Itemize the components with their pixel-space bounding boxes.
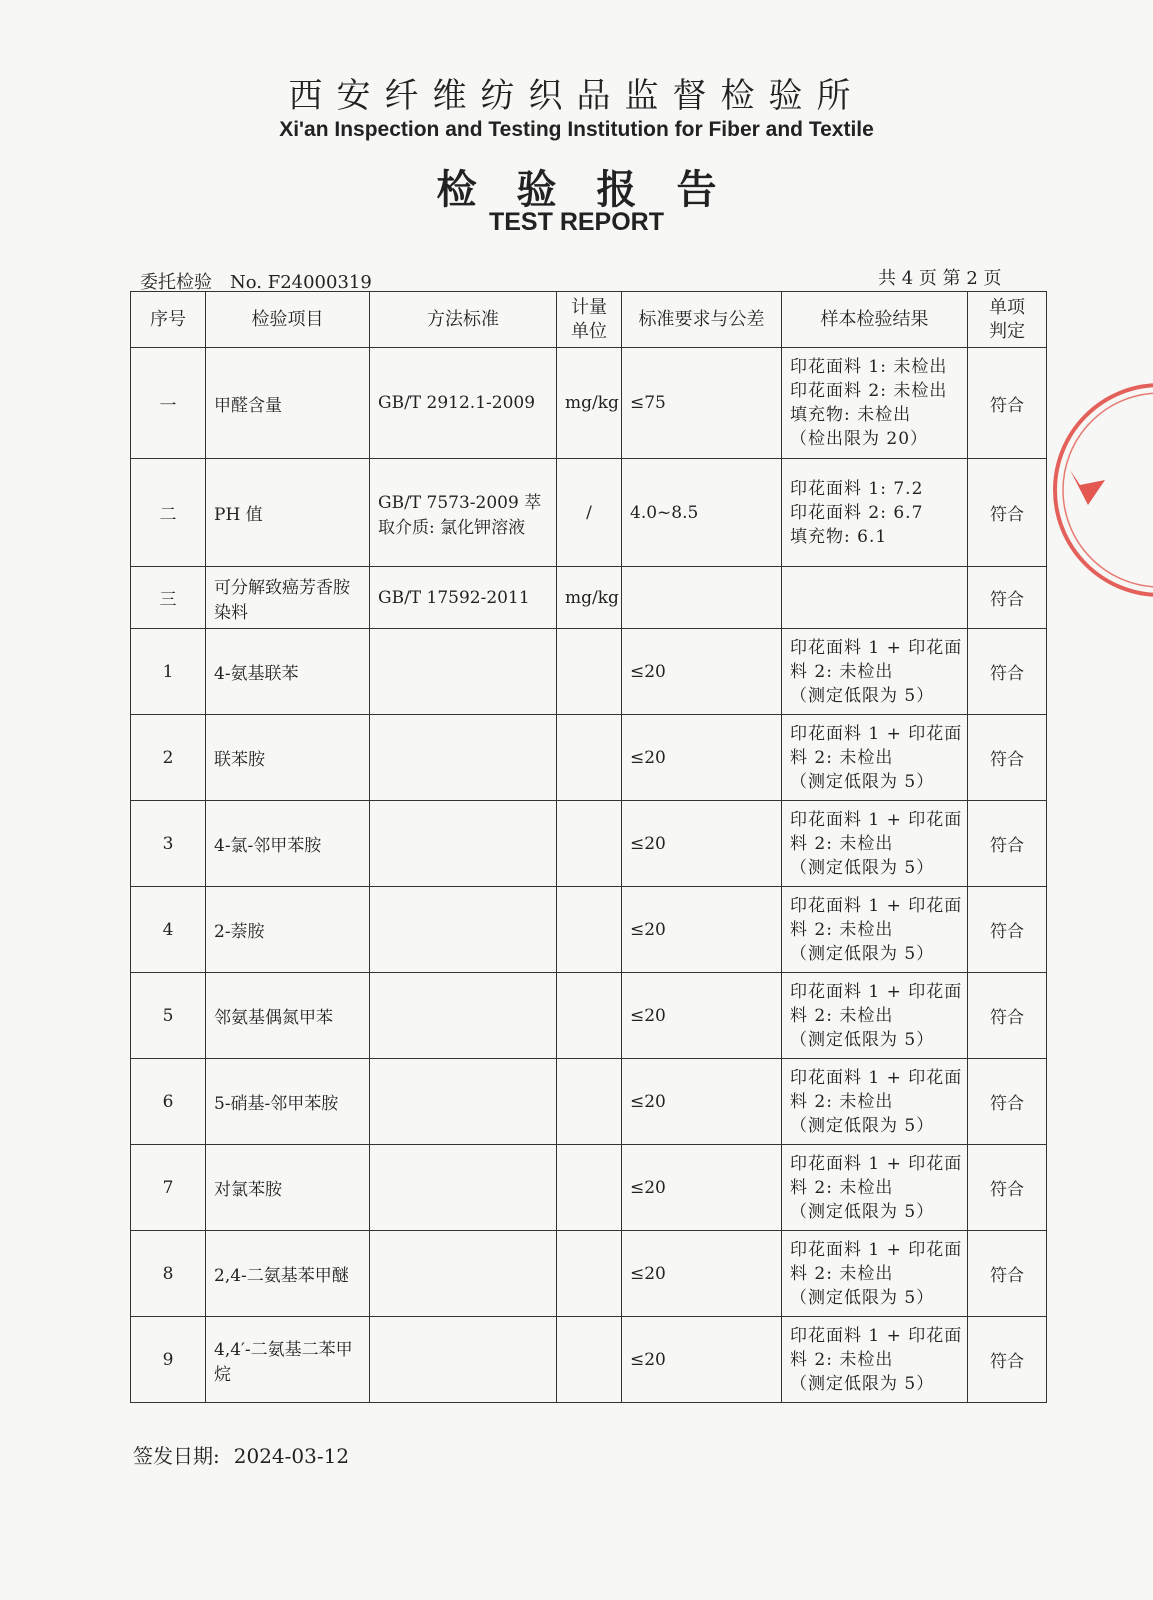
col-header-item: 检验项目 <box>206 292 370 348</box>
row-method <box>370 629 557 715</box>
row-method <box>370 1231 557 1317</box>
issue-date-line <box>133 1440 349 1469</box>
result-line: （测定低限为 5） <box>790 685 935 706</box>
row-item: 联苯胺 <box>206 715 370 801</box>
table-row <box>131 1317 1047 1403</box>
row-result <box>782 567 968 629</box>
table-row <box>131 629 1047 715</box>
row-unit <box>557 1317 622 1403</box>
row-item: 甲醛含量 <box>206 348 370 459</box>
result-line: （测定低限为 5） <box>790 1115 935 1136</box>
row-unit <box>557 887 622 973</box>
table-row <box>131 887 1047 973</box>
row-no: 三 <box>131 567 206 629</box>
institution-name-en: Xi'an Inspection and Testing Institution for Fiber and Textile <box>279 118 874 141</box>
result-line: 料 2: 未检出 <box>790 833 894 854</box>
result-line: 料 2: 未检出 <box>790 661 894 682</box>
row-requirement <box>622 567 782 629</box>
row-verdict: 符合 <box>968 1145 1047 1231</box>
row-requirement: ≤20 <box>622 801 782 887</box>
table-header-row <box>131 292 1047 348</box>
issue-date: 2024-03-12 <box>233 1444 350 1468</box>
row-no: 3 <box>131 801 206 887</box>
row-verdict: 符合 <box>968 567 1047 629</box>
table-row <box>131 801 1047 887</box>
row-item: 对氯苯胺 <box>206 1145 370 1231</box>
col-header-verdict: 单项 判定 <box>968 292 1047 348</box>
result-line: （检出限为 20） <box>790 429 929 449</box>
row-requirement: ≤20 <box>622 1059 782 1145</box>
table-row <box>131 1145 1047 1231</box>
result-line: 填充物: 6.1 <box>790 526 888 547</box>
row-method <box>370 1317 557 1403</box>
row-no: 7 <box>131 1145 206 1231</box>
result-line: 印花面料 2: 未检出 <box>790 381 948 401</box>
row-item: 邻氨基偶氮甲苯 <box>206 973 370 1059</box>
table-row <box>131 1059 1047 1145</box>
page-indicator: 共 4 页 第 2 页 <box>878 268 1002 289</box>
table-row <box>131 715 1047 801</box>
result-line: 印花面料 1: 7.2 <box>790 478 924 499</box>
row-method <box>370 715 557 801</box>
row-result <box>782 1145 968 1231</box>
col-header-requirement: 标准要求与公差 <box>622 292 782 348</box>
result-line: 印花面料 1 + 印花面 <box>790 637 963 658</box>
row-method <box>370 973 557 1059</box>
table-row <box>131 567 1047 629</box>
result-line: （测定低限为 5） <box>790 1201 935 1222</box>
row-unit: / <box>557 459 622 567</box>
result-line: 料 2: 未检出 <box>790 919 894 940</box>
table-row <box>131 1231 1047 1317</box>
result-line: 填充物: 未检出 <box>790 405 912 425</box>
row-result <box>782 1059 968 1145</box>
inspection-type: 委托检验 <box>140 272 212 293</box>
row-item: PH 值 <box>206 459 370 567</box>
results-table <box>130 291 1047 1403</box>
col-header-unit: 计量 单位 <box>557 292 622 348</box>
row-verdict: 符合 <box>968 973 1047 1059</box>
row-unit <box>557 1059 622 1145</box>
result-line: 料 2: 未检出 <box>790 1349 894 1370</box>
row-verdict: 符合 <box>968 1059 1047 1145</box>
result-line: 印花面料 1 + 印花面 <box>790 1067 963 1088</box>
row-method <box>370 887 557 973</box>
result-line: 印花面料 1: 未检出 <box>790 357 948 377</box>
row-item: 4,4′-二氨基二苯甲烷 <box>206 1317 370 1403</box>
col-header-result: 样本检验结果 <box>782 292 968 348</box>
row-item: 2,4-二氨基苯甲醚 <box>206 1231 370 1317</box>
table-row <box>131 973 1047 1059</box>
result-line: 料 2: 未检出 <box>790 1263 894 1284</box>
row-no: 6 <box>131 1059 206 1145</box>
row-verdict: 符合 <box>968 887 1047 973</box>
row-requirement: ≤20 <box>622 629 782 715</box>
row-unit <box>557 801 622 887</box>
row-method: GB/T 2912.1-2009 <box>370 348 557 459</box>
result-line: （测定低限为 5） <box>790 943 935 964</box>
row-result <box>782 973 968 1059</box>
row-method <box>370 801 557 887</box>
row-verdict: 符合 <box>968 1317 1047 1403</box>
table-row <box>131 459 1047 567</box>
row-result <box>782 629 968 715</box>
issue-date-label: 签发日期: <box>133 1444 220 1468</box>
col-header-method: 方法标准 <box>370 292 557 348</box>
result-line: 印花面料 1 + 印花面 <box>790 895 963 916</box>
row-method: GB/T 17592-2011 <box>370 567 557 629</box>
row-item: 4-氨基联苯 <box>206 629 370 715</box>
result-line: 印花面料 1 + 印花面 <box>790 981 963 1002</box>
report-number: No. F24000319 <box>230 272 372 293</box>
row-result <box>782 459 968 567</box>
row-no: 4 <box>131 887 206 973</box>
row-item: 2-萘胺 <box>206 887 370 973</box>
row-verdict: 符合 <box>968 348 1047 459</box>
table-row <box>131 348 1047 459</box>
row-result <box>782 348 968 459</box>
result-line: 料 2: 未检出 <box>790 1091 894 1112</box>
result-line: （测定低限为 5） <box>790 1287 935 1308</box>
row-unit: mg/kg <box>557 348 622 459</box>
row-verdict: 符合 <box>968 1231 1047 1317</box>
row-no: 二 <box>131 459 206 567</box>
row-result <box>782 887 968 973</box>
row-no: 8 <box>131 1231 206 1317</box>
row-requirement: ≤20 <box>622 1317 782 1403</box>
row-result <box>782 1231 968 1317</box>
result-line: 料 2: 未检出 <box>790 747 894 768</box>
result-line: （测定低限为 5） <box>790 1373 935 1394</box>
row-method: GB/T 7573-2009 萃取介质: 氯化钾溶液 <box>370 459 557 567</box>
result-line: 印花面料 2: 6.7 <box>790 502 924 523</box>
row-result <box>782 801 968 887</box>
row-item: 可分解致癌芳香胺染料 <box>206 567 370 629</box>
result-line: （测定低限为 5） <box>790 771 935 792</box>
result-line: 印花面料 1 + 印花面 <box>790 1153 963 1174</box>
result-line: （测定低限为 5） <box>790 857 935 878</box>
row-verdict: 符合 <box>968 801 1047 887</box>
row-unit <box>557 629 622 715</box>
row-result <box>782 1317 968 1403</box>
row-requirement: ≤20 <box>622 1145 782 1231</box>
row-item: 5-硝基-邻甲苯胺 <box>206 1059 370 1145</box>
row-requirement: ≤20 <box>622 973 782 1059</box>
row-no: 1 <box>131 629 206 715</box>
row-verdict: 符合 <box>968 459 1047 567</box>
row-unit <box>557 1231 622 1317</box>
report-title-en: TEST REPORT <box>488 208 664 236</box>
row-result <box>782 715 968 801</box>
row-requirement: ≤75 <box>622 348 782 459</box>
report-title-cn: 检验报告 <box>436 166 757 213</box>
institution-name-cn: 西安纤维纺织品监督检验所 <box>288 76 865 116</box>
result-line: 印花面料 1 + 印花面 <box>790 809 963 830</box>
row-verdict: 符合 <box>968 629 1047 715</box>
row-method <box>370 1145 557 1231</box>
row-no: 2 <box>131 715 206 801</box>
row-requirement: ≤20 <box>622 1231 782 1317</box>
row-requirement: ≤20 <box>622 887 782 973</box>
result-line: 印花面料 1 + 印花面 <box>790 1325 963 1346</box>
result-line: 印花面料 1 + 印花面 <box>790 723 963 744</box>
result-line: 料 2: 未检出 <box>790 1177 894 1198</box>
row-unit <box>557 715 622 801</box>
row-no: 一 <box>131 348 206 459</box>
col-header-no: 序号 <box>131 292 206 348</box>
row-requirement: ≤20 <box>622 715 782 801</box>
row-item: 4-氯-邻甲苯胺 <box>206 801 370 887</box>
row-unit: mg/kg <box>557 567 622 629</box>
result-line: 料 2: 未检出 <box>790 1005 894 1026</box>
row-no: 5 <box>131 973 206 1059</box>
result-line: （测定低限为 5） <box>790 1029 935 1050</box>
result-line: 印花面料 1 + 印花面 <box>790 1239 963 1260</box>
official-seal <box>1040 375 1153 605</box>
row-unit <box>557 1145 622 1231</box>
row-no: 9 <box>131 1317 206 1403</box>
row-verdict: 符合 <box>968 715 1047 801</box>
row-unit <box>557 973 622 1059</box>
row-method <box>370 1059 557 1145</box>
row-requirement: 4.0~8.5 <box>622 459 782 567</box>
